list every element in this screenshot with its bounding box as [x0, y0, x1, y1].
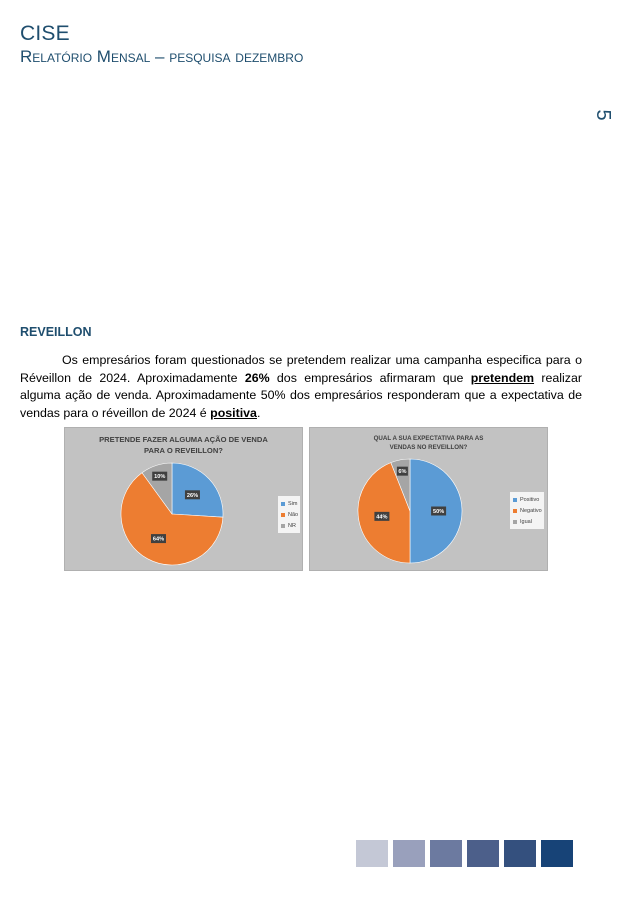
legend-swatch	[281, 513, 285, 517]
data-label: 26%	[186, 492, 199, 499]
chart-title: QUAL A SUA EXPECTATIVA PARA AS VENDAS NO REVEILLON?	[373, 435, 484, 451]
chart-title: PRETENDE FAZER ALGUMA AÇÃO DE VENDA PARA O REVEILLON?	[99, 435, 268, 455]
legend-swatch	[513, 498, 517, 502]
chart-campaign-intent	[64, 427, 303, 571]
footer-square	[393, 840, 425, 867]
report-subtitle: Relatório Mensal – pesquisa dezembro	[20, 47, 304, 66]
legend-label: Sim	[288, 500, 298, 507]
footer-square	[430, 840, 462, 867]
data-label: 10%	[154, 474, 166, 481]
footer-square	[356, 840, 388, 867]
data-label: 64%	[152, 536, 165, 543]
legend-label: NR	[288, 522, 296, 529]
footer-square	[541, 840, 573, 867]
legend-item	[281, 509, 297, 520]
legend-label: Positivo	[520, 496, 540, 503]
paragraph-text: realizar alguma ação de venda. Aproximadamente 50% dos empresários responderam que a expectativa de vendas para o réveillon de 2024 é	[20, 370, 582, 420]
paragraph-text: dos empresários afirmaram que	[269, 370, 471, 385]
footer-decoration	[356, 840, 573, 867]
footer-square	[504, 840, 536, 867]
data-label: 50%	[432, 509, 445, 515]
report-title: CISE	[20, 22, 70, 45]
data-label: 44%	[376, 514, 388, 521]
section-heading: REVEILLON	[20, 325, 92, 339]
legend-swatch	[513, 520, 517, 524]
chart-legend	[278, 496, 300, 533]
data-label: 6%	[398, 469, 407, 476]
legend-item	[513, 494, 541, 505]
legend-item	[513, 516, 541, 527]
body-paragraph	[20, 352, 582, 422]
legend-item	[281, 498, 297, 509]
page-number: 5	[592, 109, 614, 121]
pie-slice-sim	[172, 463, 223, 517]
paragraph-text: .	[256, 405, 261, 420]
percent-highlight: 26%	[244, 370, 270, 385]
emphasis-pretendem: pretendem	[470, 370, 535, 385]
legend-swatch	[281, 524, 285, 528]
legend-item	[513, 505, 541, 516]
pie-chart-svg	[65, 428, 304, 572]
paragraph-text: Os empresários foram questionados se pretendem realizar uma campanha especifica para o Réveillon de 2024. Aproximadamente	[20, 353, 582, 385]
footer-square	[467, 840, 499, 867]
chart-legend	[510, 492, 544, 529]
legend-swatch	[281, 502, 285, 506]
chart-sales-expectation	[309, 427, 548, 571]
emphasis-positiva: positiva	[210, 405, 257, 420]
legend-label: Não	[288, 511, 299, 518]
legend-label: Negativo	[520, 507, 542, 514]
legend-label: Igual	[520, 518, 532, 525]
legend-swatch	[513, 509, 517, 513]
legend-item	[281, 520, 297, 531]
